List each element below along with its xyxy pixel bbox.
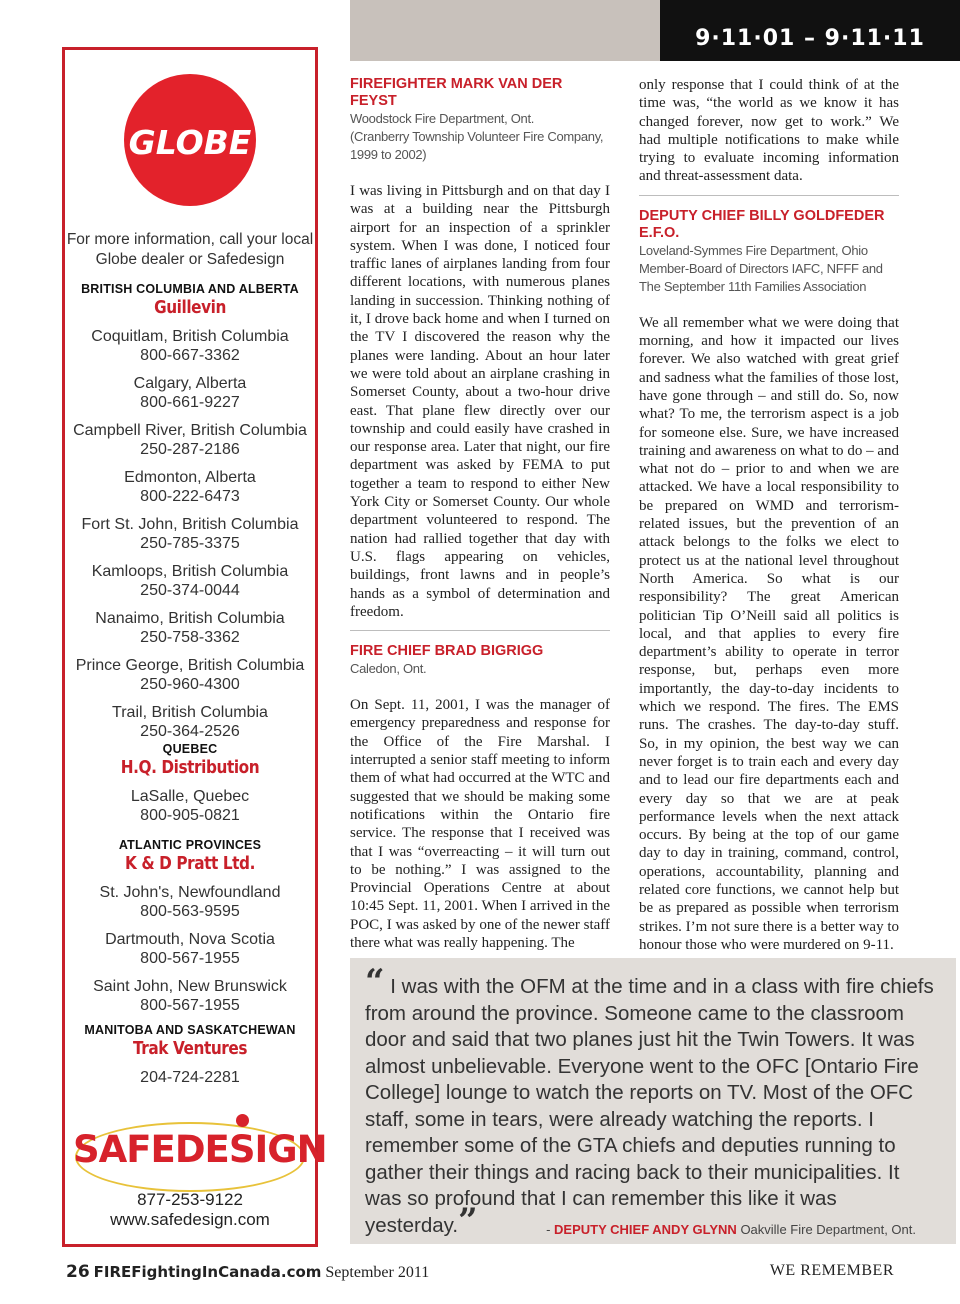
ad-section-manitoba-sask bbox=[65, 1023, 315, 1087]
safedesign-dot bbox=[236, 1114, 249, 1127]
dealer-phone: 204-724-2281 bbox=[140, 1069, 240, 1086]
article-paragraph: We all remember what we were doing that morning, and how it impacted our lives forever. We also watched with great grief and sadness what the families of those lost, have gone through – and still do. So, now what? To me, the terrorism aspect is a job for someone else. Sure, we have increased training and awareness on what to do – and what not do – prior to and when we are attacked. We have a local responsibility to be prepared on WMD and terrorism-related issues, but the prevention of an attack belongs to the folks we elect to protect us at the national level throughout North America. So what is our responsibility? The great American politician Tip O’Neill said all politics is local, and that applies to every fire department’s ability to operate in terror response, but, perhaps even more importantly, the day-to-day incidents to which we respond. The fires. The EMS runs. The crashes. The day-to-day stuff. So, in my opinion, the best way we can never forget is to train each and every day and to lead our fire departments each and every day so that we are at peak performance levels when the next attack occurs. By being at the top of our game day to day in training, command, control, operations, accountability, planning and related core functions, we cannot help but be as prepared as possible when terrorism strikes. I’m not sure there is a better way to honour those who were murdered on 9-11. bbox=[639, 314, 899, 953]
contributor-affiliation: Woodstock Fire Department, Ont. bbox=[350, 111, 535, 126]
contributor-name: FIRE CHIEF BRAD BIGRIGG bbox=[350, 643, 544, 660]
dealer-location: Campbell River, British Columbia 250-287-2186 bbox=[73, 422, 307, 458]
region-heading: ATLANTIC PROVINCES bbox=[118, 838, 262, 852]
pull-quote-text bbox=[365, 962, 935, 1241]
open-quote-mark: “ bbox=[365, 962, 385, 1002]
dealer-name: H.Q. Distribution bbox=[120, 757, 260, 778]
section-divider bbox=[639, 195, 899, 196]
safedesign-logo bbox=[73, 1112, 327, 1198]
close-quote-mark: ” bbox=[458, 1200, 478, 1241]
header-dates: 9·11·01 – 9·11·11 bbox=[660, 0, 960, 61]
ad-section-atlantic bbox=[65, 838, 315, 1015]
header-band bbox=[350, 0, 660, 61]
region-heading: QUEBEC bbox=[162, 742, 218, 756]
article-paragraph: only response that I could think of at the time was, “the world as we know it has changed forever, now get to work.” We had multiple notifications to make while trying to evaluate incoming information and threat-assessment data. bbox=[639, 77, 899, 185]
dealer-location: Dartmouth, Nova Scotia 800-567-1955 bbox=[105, 931, 275, 967]
contributor-affiliation: Member-Board of Directors IAFC, NFFF and The September 11th Families Association bbox=[639, 260, 883, 294]
dealer-location: St. John's, Newfoundland 800-563-9595 bbox=[99, 884, 281, 920]
dealer-name: Guillevin bbox=[154, 297, 226, 318]
safedesign-logo-text: SAFEDESIGN bbox=[73, 1128, 327, 1171]
dealer-location: Edmonton, Alberta 800-222-6473 bbox=[124, 469, 256, 505]
safedesign-phone: 877-253-9122 bbox=[137, 1190, 243, 1209]
globe-logo-text: GLOBE bbox=[128, 123, 252, 162]
contributor-name: DEPUTY CHIEF BILLY GOLDFEDER E.F.O. bbox=[639, 207, 885, 241]
dealer-location: Trail, British Columbia 250-364-2526 bbox=[112, 704, 268, 740]
article-column-2 bbox=[639, 76, 899, 954]
dealer-name: K & D Pratt Ltd. bbox=[125, 853, 255, 874]
dealer-location: Prince George, British Columbia 250-960-4300 bbox=[75, 657, 305, 693]
article-column-1 bbox=[350, 76, 610, 952]
region-heading: BRITISH COLUMBIA AND ALBERTA bbox=[81, 282, 299, 296]
region-heading: MANITOBA AND SASKATCHEWAN bbox=[84, 1023, 296, 1037]
quote-body: I was with the OFM at the time and in a class with fire chiefs from around the province. Someone came to the classroom door and said that two planes just hit the Twin Towers. It was almost unbelievable. Everyone went to the OFC [Ontario Fire College] lounge to watch the reports on TV. Most of the OFC staff, some in tears, were already watching the reports. I remember some of the GTA chiefs and deputies running to gather their things and racing back to their municipalities. It was so profound that I can remember this like it was yesterday. bbox=[365, 975, 934, 1237]
dealer-location: Saint John, New Brunswick 800-567-1955 bbox=[93, 978, 287, 1014]
footer-site: FIREFightingInCanada.com bbox=[93, 1263, 322, 1281]
contributor-affiliation: Caledon, Ont. bbox=[350, 661, 427, 677]
ad-info-text: For more information, call your local Globe dealer or Safedesign bbox=[66, 231, 314, 268]
page-footer-left bbox=[66, 1262, 429, 1282]
contributor-name: FIREFIGHTER MARK VAN DER FEYST bbox=[350, 76, 563, 109]
contributor-affiliation: (Cranberry Township Volunteer Fire Company, 1999 to 2002) bbox=[350, 129, 604, 162]
dealer-location: LaSalle, Quebec 800-905-0821 bbox=[130, 788, 250, 824]
section-divider bbox=[350, 630, 610, 631]
dealer-name: Trak Ventures bbox=[132, 1038, 248, 1059]
ad-section-bc-alberta bbox=[65, 282, 315, 741]
footer-issue: September 2011 bbox=[325, 1264, 430, 1281]
dealer-location: Nanaimo, British Columbia 250-758-3362 bbox=[95, 610, 285, 646]
ad-section-quebec bbox=[65, 742, 315, 825]
attribution-org: Oakville Fire Department, Ont. bbox=[740, 1222, 916, 1237]
quote-attribution: - DEPUTY CHIEF ANDY GLYNN Oakville Fire Department, Ont. bbox=[546, 1222, 916, 1237]
page-number: 26 bbox=[66, 1262, 90, 1282]
attribution-name: DEPUTY CHIEF ANDY GLYNN bbox=[554, 1222, 737, 1237]
contributor-affiliation: Loveland-Symmes Fire Department, Ohio bbox=[639, 242, 868, 258]
article-paragraph: On Sept. 11, 2001, I was the manager of emergency preparedness and response for the Office of the Fire Marshal. I interrupted a senior staff meeting to inform them of what had occurred at the WTC and suggested that we should be making some notifications within the Ontario fire service. The response that I received was that I was “overreacting – it will turn out to be nothing.” I was assigned to the Provincial Operations Centre at about 10:45 Sept. 11, 2001. When I arrived in the POC, I was asked by one of the newer staff there what was really happening. The bbox=[350, 697, 610, 951]
dealer-location: Kamloops, British Columbia 250-374-0044 bbox=[91, 563, 289, 599]
article-paragraph: I was living in Pittsburgh and on that day I was at a building near the Pittsburgh airport for an inspection of a sprinkler system. When I was done, I noticed four traffic lanes of airplanes landing from four different locations, with numerous planes landing in succession. Thinking nothing of it, I drove back home and when I turned on the TV I discovered the reason why the planes were landing. About an hour later we were told about an airplane crashing in Somerset County, about a two-hour drive east. That plane flew directly over our township and could easily have crashed in our response area. Later that night, our fire department was asked by FEMA to put together a team to respond to either New York City or Somerset County. Our whole department volunteered to respond. The nation had rallied together that day with U.S. flags appearing on vehicles, buildings, front lawns and in people’s hands as a symbol of determination and freedom. bbox=[350, 183, 610, 620]
globe-logo bbox=[124, 74, 256, 206]
dealer-location: Coquitlam, British Columbia 800-667-3362 bbox=[91, 328, 289, 364]
pull-quote bbox=[350, 958, 956, 1244]
dealer-location: Fort St. John, British Columbia 250-785-3375 bbox=[81, 516, 299, 552]
dealer-location: Calgary, Alberta 800-661-9227 bbox=[133, 375, 247, 411]
footer-section-title: WE REMEMBER bbox=[769, 1262, 894, 1279]
globe-advertisement bbox=[62, 47, 327, 1247]
safedesign-url: www.safedesign.com bbox=[110, 1210, 270, 1229]
